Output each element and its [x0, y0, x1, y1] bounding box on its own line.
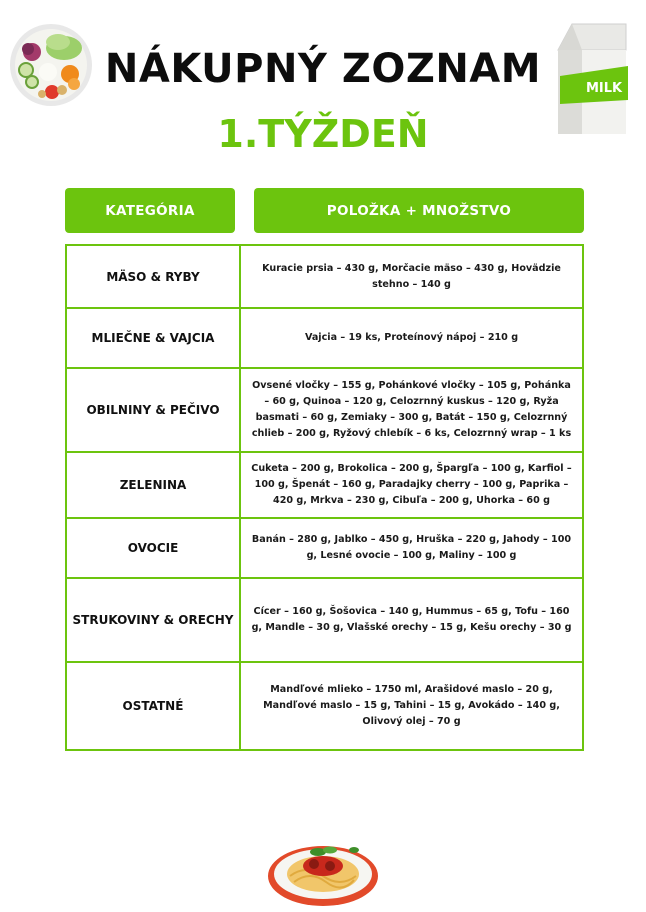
items-cell: Cícer – 160 g, Šošovica – 140 g, Hummus – 65 g, Tofu – 160 g, Mandle – 30 g, Vlašské orechy – 15 g, Kešu orechy – 30 g: [251, 606, 572, 633]
category-cell: ZELENINA: [67, 453, 241, 517]
category-cell: STRUKOVINY & ORECHY: [67, 579, 241, 661]
category-cell: OBILNINY & PEČIVO: [67, 369, 241, 451]
table-row: [67, 661, 582, 749]
items-cell: Banán – 280 g, Jablko – 450 g, Hruška – 220 g, Jahody – 100 g, Lesné ovocie – 100 g, Maliny – 100 g: [251, 534, 572, 561]
items-cell: Kuracie prsia – 430 g, Morčacie mäso – 430 g, Hovädzie stehno – 140 g: [262, 262, 561, 290]
spaghetti-plate-icon: [266, 836, 380, 910]
table-row: [67, 246, 582, 307]
page-subtitle: 1.TÝŽDEŇ: [217, 112, 429, 156]
table-row: [67, 367, 582, 451]
table-row: [67, 577, 582, 661]
category-cell: MÄSO & RYBY: [67, 246, 241, 307]
category-cell: MLIEČNE & VAJCIA: [67, 309, 241, 367]
items-cell: Mandľové mlieko – 1750 ml, Arašidové maslo – 20 g, Mandľové maslo – 15 g, Tahini – 15 g, Avokádo – 140 g, Olivový olej – 70 g: [263, 684, 560, 727]
milk-label: MILK: [586, 81, 623, 96]
category-column-header: KATEGÓRIA: [65, 188, 235, 233]
shopping-list-table: [65, 244, 584, 751]
category-cell: OSTATNÉ: [67, 663, 241, 749]
page-title: NÁKUPNÝ ZOZNAM: [104, 46, 542, 92]
items-cell: Cuketa – 200 g, Brokolica – 200 g, Špargľa – 100 g, Karfiol – 100 g, Špenát – 160 g, Paradajky cherry – 100 g, Paprika – 420 g, Mrkva – 230 g, Cibuľa – 200 g, Uhorka – 60 g: [251, 463, 572, 506]
category-cell: OVOCIE: [67, 519, 241, 577]
table-row: [67, 517, 582, 577]
items-cell: Vajcia – 19 ks, Proteínový nápoj – 210 g: [304, 332, 519, 343]
table-row: [67, 451, 582, 517]
table-row: [67, 307, 582, 367]
items-column-header: POLOŽKA + MNOŽSTVO: [254, 188, 584, 233]
items-cell: Ovsené vločky – 155 g, Pohánkové vločky – 105 g, Pohánka – 60 g, Quinoa – 120 g, Celozrnný kuskus – 120 g, Ryža basmati – 60 g, Zemiaky – 300 g, Batát – 150 g, Celozrnný chlieb – 200 g, Ryžový chlebík – 6 ks, Celozrnný wrap – 1 ks: [251, 380, 572, 439]
